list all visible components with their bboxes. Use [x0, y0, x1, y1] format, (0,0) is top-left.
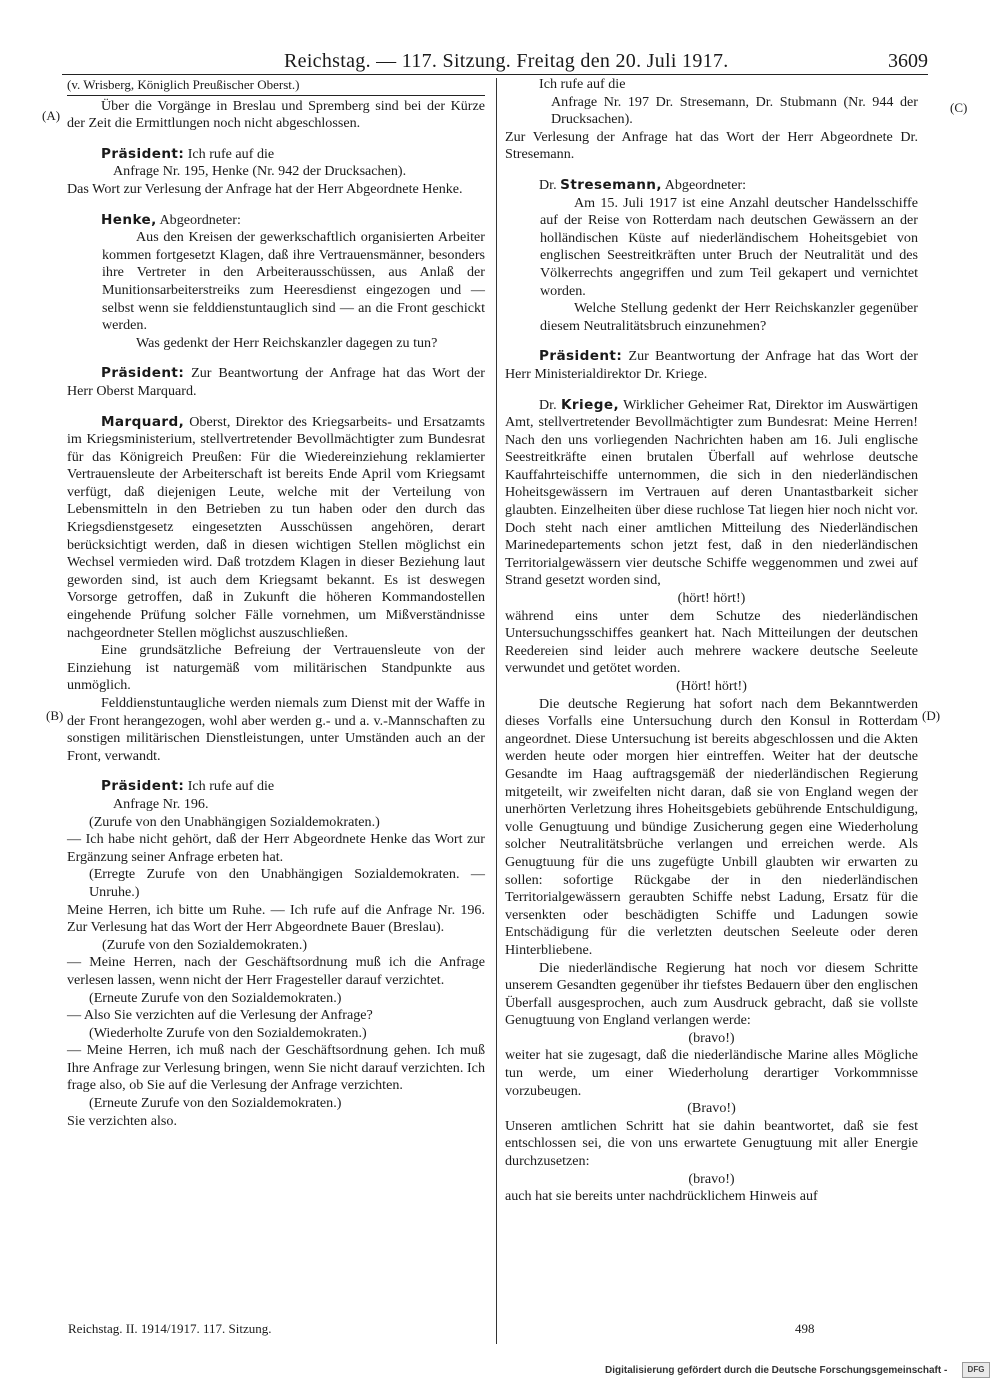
- margin-mark-d: (D): [922, 708, 941, 723]
- interjection: (hört! hört!): [677, 590, 746, 607]
- interjection: (Erneute Zurufe von den Sozialdemokraten.): [89, 1095, 342, 1112]
- speaker-name: Stresemann,: [560, 176, 662, 193]
- paragraph: Zur Verlesung der Anfrage hat das Wort der Herr Abgeordnete Dr. Stresemann.: [505, 128, 918, 163]
- speaker-name: Präsident:: [101, 145, 185, 162]
- column-divider: [496, 78, 497, 1344]
- margin-mark-a: (A): [42, 108, 61, 123]
- paragraph-speaker-stresemann: [505, 177, 918, 195]
- interjection: (bravo!): [688, 1029, 735, 1046]
- inquiry-reference: Anfrage Nr. 195, Henke (Nr. 942 der Drucksachen).: [113, 163, 407, 180]
- right-column: [505, 76, 918, 1206]
- speaker-name: Marquard,: [101, 413, 185, 430]
- paragraph: Das Wort zur Verlesung der Anfrage hat der Herr Abgeordnete Henke.: [67, 180, 463, 197]
- paragraph: Über die Vorgänge in Breslau und Spremberg sind bei der Kürze der Zeit die Ermittlungen noch nicht abgeschlossen.: [67, 97, 485, 132]
- margin-mark-b: (B): [46, 708, 64, 723]
- digitization-credit: Digitalisierung gefördert durch die Deutsche Forschungsgemeinschaft -: [605, 1365, 948, 1376]
- interjection: (Zurufe von den Unabhängigen Sozialdemokraten.): [89, 813, 380, 830]
- interjection: (Erregte Zurufe von den Unabhängigen Sozialdemokraten. — Unruhe.): [89, 866, 485, 900]
- speech-text: Die niederländische Regierung hat noch vor diesem Schritte unserem Gesandten gegenüber ihr tiefstes Bedauern über den englischen Überfall ausgesprochen, auch zum Ausdruck gebracht, daß sie vollste Genugtuung von England verlangen werde:: [505, 959, 918, 1029]
- margin-mark-c: (C): [950, 100, 968, 115]
- paragraph-president: [67, 778, 485, 796]
- speech-text: weiter hat sie zugesagt, daß die niederländische Marine alles Mögliche tun werde, um einer Wiederholung derartiger Vorkommnisse vorzubeugen.: [505, 1047, 918, 1099]
- paragraph-speaker-henke: [67, 212, 485, 230]
- speech-text: auch hat sie bereits unter nachdrücklichem Hinweis auf: [505, 1188, 818, 1205]
- interjection: (Erneute Zurufe von den Sozialdemokraten.): [89, 989, 342, 1006]
- paragraph: Felddienstuntaugliche werden niemals zum Dienst mit der Waffe in der Front herangezogen, wohl aber werden g.- und a. v.-Mannschaften zu sonstigen militärischen Dienstleistungen, unter Umständen auch an der Front, verwandt.: [67, 695, 485, 764]
- speaker-name: Henke,: [101, 211, 157, 228]
- speech-text: — Ich habe nicht gehört, daß der Herr Abgeordnete Henke das Wort zur Ergänzung seiner Anfrage erbeten hat.: [67, 831, 485, 865]
- paragraph-president: [67, 146, 485, 164]
- speech-text: Ich rufe auf die: [539, 76, 626, 92]
- interjection: (bravo!): [688, 1170, 735, 1187]
- speech-text: Oberst, Direktor des Kriegsarbeits- und Ersatzamts im Kriegsministerium, stellvertretender Bevollmächtigter zum Bundesrat für das Königreich Preußen: Für die Wiedereinziehung reklamierter Vertrauensleute der Arbeiterschaft ist bereits Ende April vom Kriegsamt verfügt, daß diejenigen Leute, welche mit der Verteilung von Lebensmitteln in den Betrieben zu tun haben oder den durch das Kriegsdienstgesetz eingesetzten Ausschüssen angehören, derart berücksichtigt werden, daß in diesen wichtigen Stellen möglichst ein Wechsel vermieden wird. Daß trotzdem Klagen in dieser Beziehung laut geworden sind, ist auch dem Kriegsamt bekannt. Es ist deswegen Vorsorge getroffen, daß in Zukunft die höheren Kommandostellen eingehende Prüfung solcher Fälle vornehmen, um Mißverständnisse nachgeordneter Stellen möglichst auszuschließen.: [67, 413, 485, 641]
- speech-text: Zur Beantwortung der Anfrage hat das Wort der Herr Oberst Marquard.: [67, 365, 485, 399]
- speaker-name: Präsident:: [539, 348, 623, 365]
- paragraph-president: [67, 365, 485, 400]
- speech-text: — Also Sie verzichten auf die Verlesung der Anfrage?: [67, 1007, 373, 1024]
- speech-text: Die deutsche Regierung hat sofort nach dem Bekanntwerden dieses Vorfalls eine Untersuchung durch den Konsul in Rotterdam angeordnet. Diese Untersuchung ist bereits abgeschlossen und die Akten werden heute oder morgen hier eintreffen. Weiter hat der deutsche Gesandte im Haag auftragsgemäß der niederländischen Regierung mitgeteilt, wir zweifelten nicht daran, daß sie von England wegen der unerhörten Verletzung ihres Hoheitsgebiets gebührende Entschuldigung, volle Genugtuung und bündige Zusicherung gegen eine Wiederholung solcher Neutralitätsbrüche verlangen und erreichen werde. Als Genugtuung für die uns zugefügte Unbill glaubten wir erwarten zu sollen: sofortige Rückgabe der in den niederländischen Territorialgewässern geraubten Schiffe nebst Ladung, Ersatz für die versenkten oder beschädigten Schiffe und Ladungen sowie Entschädigung für die verletzten deutschen Seeleute oder deren Hinterbliebene.: [505, 695, 918, 958]
- inquiry-reference: Anfrage Nr. 197 Dr. Stresemann, Dr. Stubmann (Nr. 944 der Drucksachen).: [551, 93, 918, 128]
- footer-signature: Reichstag. II. 1914/1917. 117. Sitzung.: [68, 1321, 272, 1336]
- paragraph-president: [505, 348, 918, 383]
- interjection: (Hört! hört!): [676, 678, 747, 694]
- speech-text: Unseren amtlichen Schritt hat sie dahin beantwortet, daß sie fest entschlossen sei, die von uns erwartete Genugtuung mit aller Energie durchzusetzen:: [505, 1117, 918, 1170]
- page-header: [62, 48, 928, 75]
- paragraph: Eine grundsätzliche Befreiung der Vertrauensleute von der Einziehung ist naturgemäß vom militärischen Standpunkte aus unmöglich.: [67, 642, 485, 694]
- footer-sheet-number: 498: [795, 1321, 815, 1336]
- inquiry-text: Aus den Kreisen der gewerkschaftlich organisierten Arbeiter kommen fortgesetzt Klagen, daß ihre Vertrauensmänner, besonders ihre Vertreter in den Arbeiterausschüssen, aus Anlaß der Munitionsarbeiterstreiks zum Heeresdienst eingezogen und — selbst wenn sie felddienstuntauglich sind — an die Front geschickt werden.: [102, 229, 485, 334]
- speech-text: Zur Beantwortung der Anfrage hat das Wort der Herr Ministerialdirektor Dr. Kriege.: [505, 348, 918, 382]
- speaker-title: Dr.: [539, 396, 557, 413]
- speaker-attribution: (v. Wrisberg, Königlich Preußischer Oberst.): [67, 76, 485, 96]
- speech-text: Ich rufe auf die: [187, 778, 275, 795]
- speech-text: Wirklicher Geheimer Rat, Direktor im Auswärtigen Amt, stellvertretender Bevollmächtigter zum Bundesrat: Meine Herren! Nach den uns vorliegenden Nachrichten haben am 16. Juli englische Seestreitkräfte einen brutalen Überfall auf wehrlose deutsche Kauffahrteischiffe unternommen, die sich in den niederländischen Hoheitsgewässern im Vertrauen auf deren Unantastbarkeit sicher glaubten. Einzelheiten über diese ruchlose Tat liegen hier noch nicht vor. Doch steht nach einer amtlichen Mitteilung des Niederländischen Marinedepartements schon jetzt fest, daß in den niederländischen Territorialgewässern vier deutsche Schiffe weggenommen und zwei auf Strand gesetzt worden sind,: [505, 396, 918, 589]
- speech-text: Ich rufe auf die: [187, 145, 275, 162]
- speaker-name: Präsident:: [101, 778, 185, 795]
- speech-text: Meine Herren, ich bitte um Ruhe. — Ich rufe auf die Anfrage Nr. 196. Zur Verlesung hat das Wort der Herr Abgeordnete Bauer (Breslau).: [67, 901, 485, 936]
- speaker-title: Dr.: [539, 176, 557, 193]
- page-number: 3609: [888, 50, 928, 72]
- page-title: Reichstag. — 117. Sitzung. Freitag den 20. Juli 1917.: [284, 50, 729, 72]
- paragraph-speaker-kriege: [505, 397, 918, 591]
- speaker-name: Kriege,: [561, 396, 620, 413]
- speech-text: während eins unter dem Schutze des niederländischen Untersuchungsschiffes geankert hat. Nach Mitteilungen der deutschen Reedereien sind leider auch mehrere wackere deutsche Seeleute verwundet und getötet worden.: [505, 607, 918, 677]
- inquiry-question: Welche Stellung gedenkt der Herr Reichskanzler gegenüber diesem Neutralitätsbruch einzunehmen?: [540, 300, 918, 334]
- speech-text: — Meine Herren, ich muß nach der Geschäftsordnung gehen. Ich muß Ihre Anfrage zur Verlesung bringen, wenn Sie nicht darauf verzichten. Ich frage also, ob Sie auf die Verlesung der Anfrage verzichten.: [67, 1042, 485, 1094]
- inquiry-text: Am 15. Juli 1917 ist eine Anzahl deutscher Handelsschiffe auf der Reise von Rotterdam nach deutschen Gewässern an der holländischen Küste auf niederländischem Hoheitsgebiet von englischen Seestreitkräften unter Bruch der Neutralität und des Völkerrechts angegriffen und zum Teil gekapert und vernichtet worden.: [540, 194, 918, 299]
- interjection: (Wiederholte Zurufe von den Sozialdemokraten.): [89, 1024, 367, 1041]
- paragraph-speaker-marquard: [67, 414, 485, 643]
- inquiry-reference: Anfrage Nr. 196.: [113, 795, 209, 812]
- dfg-logo-icon: DFG: [962, 1362, 990, 1378]
- speaker-name: Präsident:: [101, 365, 185, 382]
- speaker-role: Abgeordneter:: [159, 211, 241, 228]
- interjection: (Zurufe von den Sozialdemokraten.): [102, 936, 308, 953]
- left-column: [67, 76, 485, 1130]
- inquiry-question: Was gedenkt der Herr Reichskanzler dagegen zu tun?: [136, 334, 438, 351]
- interjection: (Bravo!): [687, 1100, 736, 1117]
- speech-text: Sie verzichten also.: [67, 1112, 177, 1129]
- speech-text: — Meine Herren, nach der Geschäftsordnung muß ich die Anfrage verlesen lassen, wenn nicht der Herr Fragesteller darauf verzichtet.: [67, 954, 485, 988]
- speaker-role: Abgeordneter:: [664, 176, 747, 193]
